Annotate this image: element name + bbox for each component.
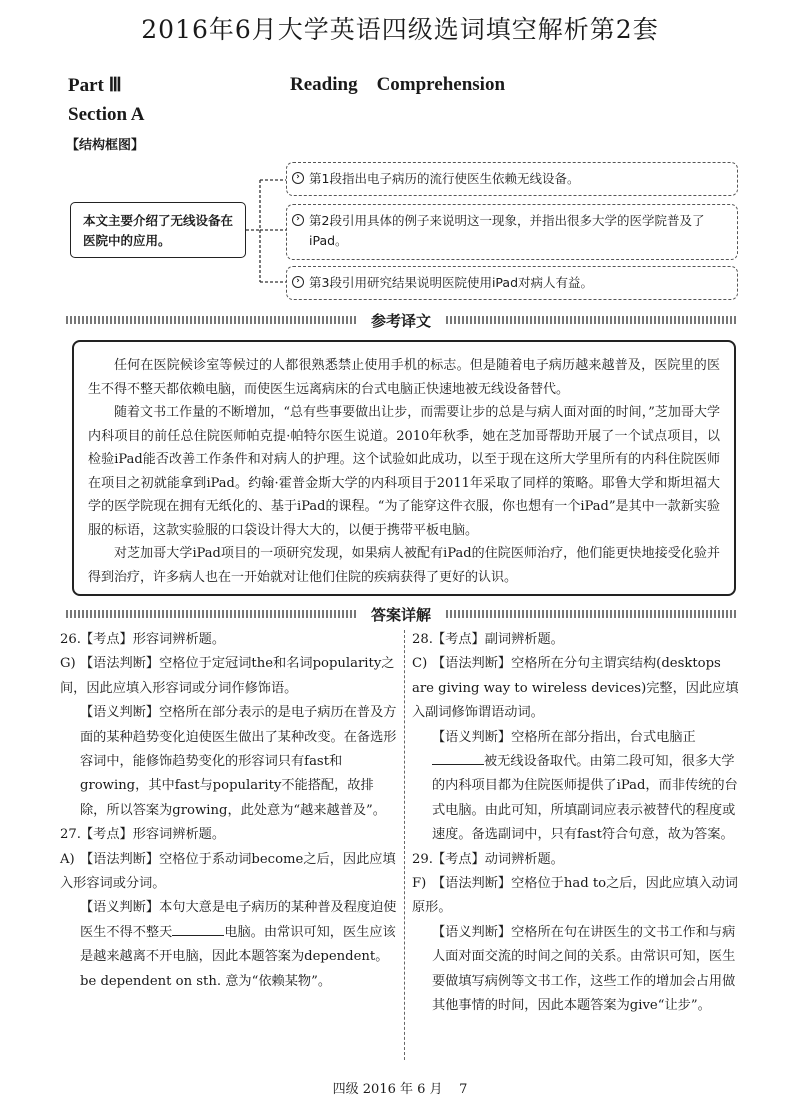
structure-point-2: › 第2段引用具体的例子来说明这一现象，并指出很多大学的医学院普及了iPad。 [286, 204, 738, 260]
q28-point: 28.【考点】副词辨析题。 [412, 632, 564, 647]
translation-paragraph-1: 任何在医院候诊室等候过的人都很熟悉禁止使用手机的标志。但是随着电子病历越来越普及，医院里的医生不得不整天都依赖电脑，而使医生远离病床的台式电脑正快速地被无线设备替代。 [88, 358, 720, 397]
translation-box [72, 340, 736, 596]
bracket-connector [246, 176, 288, 288]
part-heading: Part Ⅲ [68, 75, 122, 96]
summary-box: 本文主要介绍了无线设备在医院中的应用。 [70, 202, 246, 258]
arrow-right-icon: › [292, 214, 304, 226]
q27-meaning: 【语义判断】本句大意是电子病历的某种普及程度迫使医生不得不整天 电脑。由常识可知，医生应该是越来越离不开电脑，因此本题答案为dependent。be dependent on sth. 意为“依赖某物”。 [80, 900, 397, 989]
q29-grammar: F) 【语法判断】空格位于had to之后，因此应填入动词原形。 [412, 876, 738, 916]
translation-paragraph-3: 对芝加哥大学iPad项目的一项研究发现，如果病人被配有iPad的住院医师治疗，他们能更快地接受化验并得到治疗，许多病人也在一开始就对让他们住院的疾病获得了更好的认识。 [88, 546, 720, 585]
q29-meaning: 【语义判断】空格所在句在讲医生的文书工作和与病人面对面交流的时间之间的关系。由常识可知，医生要做填写病例等文书工作，这些工作的增加会占用做其他事情的时间，因此本题答案为give“让步”。 [432, 924, 736, 1014]
page-title: 2016年6月大学英语四级选词填空解析第2套 [141, 15, 659, 44]
q26-meaning: 【语义判断】空格所在部分表示的是电子病历在普及方面的某种趋势变化迫使医生做出了某种改变。在备选形容词中，能修饰趋势变化的形容词只有fast和growing，其中fast与popularity不能搭配，故排除，所以答案为growing，此处意为“越来越普及”。 [80, 705, 397, 818]
answers-right-column [412, 628, 744, 1019]
q29-point: 29.【考点】动词辨析题。 [412, 851, 564, 867]
translation-banner [66, 312, 736, 328]
answers-banner [66, 606, 736, 622]
arrow-right-icon: › [292, 276, 304, 288]
section-heading: Section A [68, 104, 145, 125]
q27-grammar: A) 【语法判断】空格位于系动词become之后，因此应填入形容词或分词。 [60, 851, 396, 892]
column-divider [404, 630, 405, 1060]
arrow-right-icon: › [292, 172, 304, 184]
answers-title: 答案详解 [367, 606, 435, 624]
structure-point-3: › 第3段引用研究结果说明医院使用iPad对病人有益。 [286, 266, 738, 300]
translation-title: 参考译文 [367, 312, 435, 330]
translation-paragraph-2: 随着文书工作量的不断增加，“总有些事要做出让步，而需要让步的总是与病人面对面的时间，”芝加哥大学内科项目的前任总住院医师帕克提·帕特尔医生说道。2010年秋季，她在芝加哥帮助开展了一个试点项目，以检验iPad能否改善工作条件和对病人的护理。这个试验如此成功，以至于现在这所大学里所有的内科住院医师在项目之初就能拿到iPad。约翰·霍普金斯大学的内科项目于2011年采取了同样的策略。耶鲁大学和斯坦福大学的医学院现在拥有无纸化的、基于iPad的课程。“为了能穿这件衣服，你也想有一个iPad”是其中一款新实验服的标语，这款实验服的口袋设计得大大的，以便于携带平板电脑。 [88, 405, 720, 538]
structure-point-1: › 第1段指出电子病历的流行使医生依赖无线设备。 [286, 162, 738, 196]
part-title: Reading Comprehension [290, 74, 506, 95]
q28-grammar: C) 【语法判断】空格所在分句主谓宾结构(desktops are giving way to wireless devices)完整，因此应填入副词修饰谓语动词。 [412, 656, 739, 721]
answers-left-column [60, 628, 398, 994]
q26-grammar: G) 【语法判断】空格位于定冠词the和名词popularity之间，因此应填入形容词或分词作修饰语。 [60, 656, 395, 696]
page-footer: 四级 2016 年 6 月 7 [332, 1082, 468, 1097]
answer-blank [432, 752, 484, 765]
q26-point: 26.【考点】形容词辨析题。 [60, 632, 226, 647]
structure-frame-label: 【结构框图】 [66, 138, 145, 153]
answer-blank [172, 923, 224, 936]
q28-meaning: 【语义判断】空格所在部分指出，台式电脑正被无线设备取代。由第二段可知，很多大学的内科项目都为住院医师提供了iPad，而非传统的台式电脑。由此可知，所填副词应表示被替代的程度或速度。备选副词中，只有fast符合句意，故为答案。 [432, 729, 738, 843]
q27-point: 27.【考点】形容词辨析题。 [60, 827, 226, 843]
